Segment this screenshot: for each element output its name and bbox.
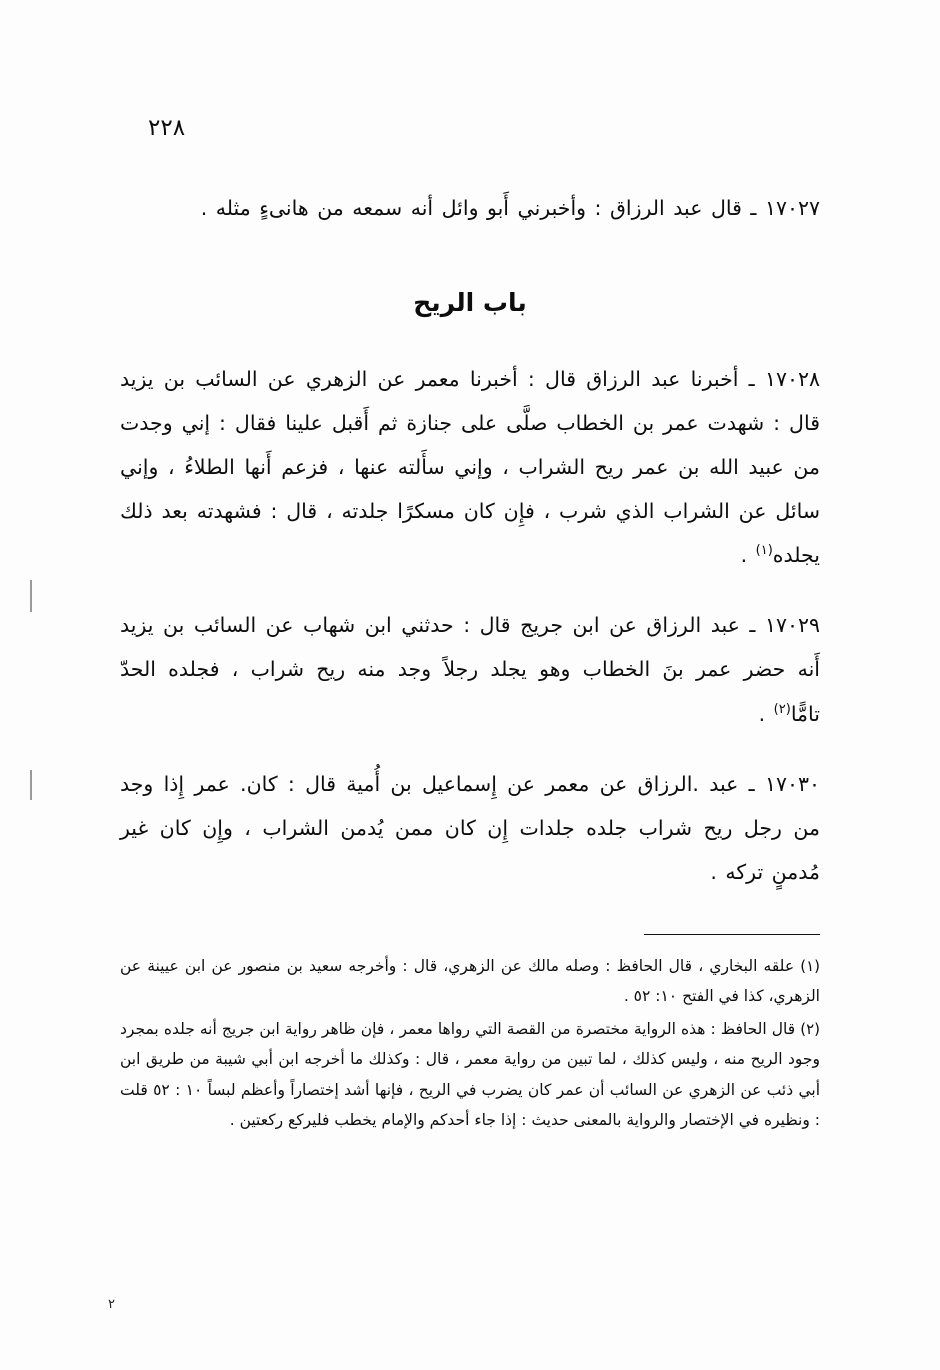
hadith-entry-17027: ١٧٠٢٧ ـ قال عبد الرزاق : وأخبرني أَبو وائل أنه سمعه من هانىءٍ مثله . <box>200 196 820 220</box>
hadith-text-17029: ١٧٠٢٩ ـ عبد الرزاق عن ابن جريج قال : حدثني ابن شهاب عن السائب بن يزيد أَنه حضر عمر بنَ الخطاب وهو يجلد رجلاً وجد منه ريح شراب ، فجلده الحدّ تامًّا <box>120 613 820 726</box>
hadith-terminator-17029: . <box>758 701 774 726</box>
hadith-block-17030 <box>120 762 820 894</box>
footnote-text-2: قال الحافظ : هذه الرواية مختصرة من القصة التي رواها معمر ، فإن ظاهر رواية ابن جريج أنه جلده بمجرد وجود الريح منه ، وليس كذلك ، لما تبين من رواية معمر ، قال : وكذلك ما أخرجه ابن أبي شيبة من طريق ابن أبي ذئب عن الزهري عن السائب أن عمر كان يضرب في الريح ، فإنها أشد إختصاراً وأعظم لبساً ١٠ : ٥٢ قلت : ونظيره في الإختصار والرواية بالمعنى حديث : إذا جاء أحدكم والإمام يخطب فليركع ركعتين . <box>120 1020 820 1129</box>
footnote-ref-1[interactable]: (١) <box>755 543 773 559</box>
footnote-item <box>120 951 820 1011</box>
page-content <box>120 115 820 1330</box>
footnote-ref-2[interactable]: (٢) <box>773 701 791 717</box>
margin-mark-lower <box>30 770 32 800</box>
footnote-divider <box>644 934 820 935</box>
footnote-marker-1: (١) <box>800 956 820 975</box>
footnote-marker-2: (٢) <box>800 1020 820 1039</box>
hadith-block-17028 <box>120 357 820 577</box>
footnotes-section <box>120 947 820 1135</box>
hadith-terminator-17028: . <box>740 543 756 568</box>
hadith-entry-17028 <box>120 357 820 577</box>
hadith-text-17028: ١٧٠٢٨ ـ أخبرنا عبد الرزاق قال : أخبرنا معمر عن الزهري عن السائب بن يزيد قال : شهدت عمر بن الخطاب صلَّى على جنازة ثم أَقبل علينا فقال : إني وجدت من عبيد الله بن عمر ريح الشراب ، وإني سأَلته عنها ، فزعم أَنها الطلاءُ ، وإني سائل عن الشراب الذي شرب ، فإِن كان مسكرًا جلدته ، قال : فشهدته بعد ذلك يجلده <box>120 367 820 568</box>
page-number: ٢٢٨ <box>148 115 186 141</box>
hadith-entry-17030: ١٧٠٣٠ ـ عبد .الرزاق عن معمر عن إِسماعيل بن أُمية قال : كان. عمر إِذا وجد من رجل ريح شراب جلده جلدات إِن كان ممن يُدمن الشراب ، وإِن كان غير مُدمنٍ تركه . <box>120 771 820 884</box>
footnote-text-1: علقه البخاري ، قال الحافظ : وصله مالك عن الزهري، قال : وأخرجه سعيد بن منصور عن ابن عيينة عن الزهري، كذا في الفتح ١٠: ٥٢ . <box>120 956 820 1005</box>
hadith-block-17029 <box>120 603 820 735</box>
margin-mark-upper <box>30 580 32 612</box>
hadith-entry-17029 <box>120 603 820 735</box>
footnote-item <box>120 1014 820 1135</box>
chapter-title: باب الريح <box>413 288 527 318</box>
bottom-page-mark: ٢ <box>108 1297 115 1312</box>
